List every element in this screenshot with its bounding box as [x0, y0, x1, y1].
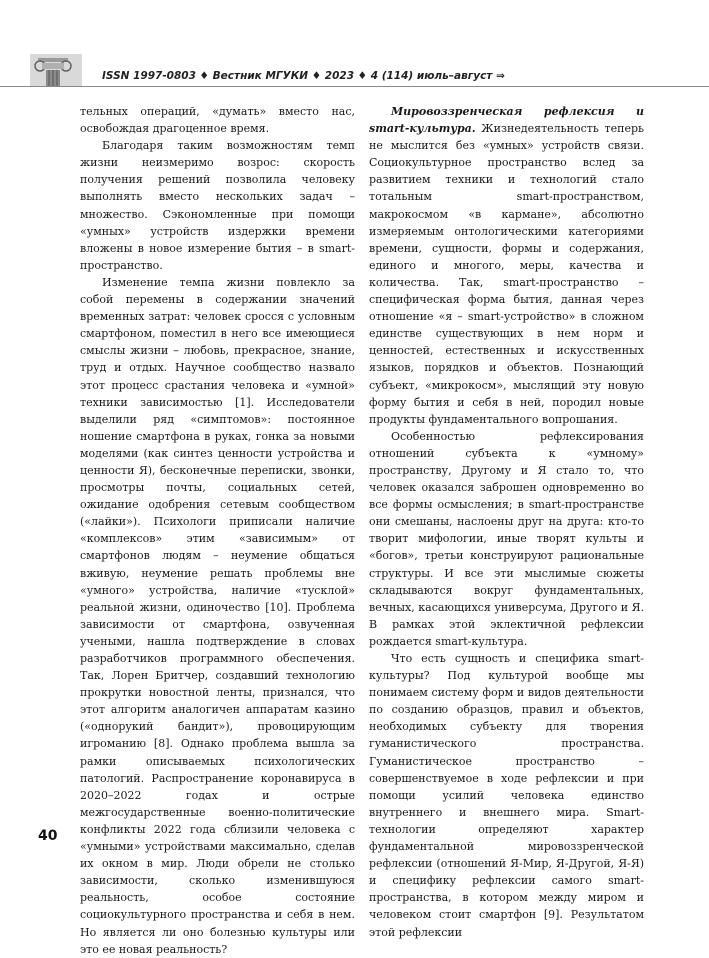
section-paragraph	[369, 103, 644, 428]
paragraph: Особенностью рефлексирования отношений субъекта к «умному» пространству, Другому и Я стало то, что человек оказался заброшен одновременно во все формы осмысления; в smart-пространстве они смешаны, наслоены друг на друга: кто-то творит мифологии, иные творят культы и «богов», третьи конструируют рациональные структуры. И все эти мыслимые сюжеты складываются вокруг фундаментальных, вечных, касающихся универсума, Другого и Я. В рамках этой эклектичной рефлексии рождается smart-культура.	[369, 429, 644, 648]
paragraph: Благодаря таким возможностям темп жизни неизмеримо возрос: скорость получения решений позволила человеку выполнять вместо нескольких задач – множество. Сэкономленные при помощи «умных» устройств издержки времени вложены в новое измерение бытия – в smart-пространство.	[80, 139, 355, 272]
right-column	[369, 103, 644, 941]
page-number: 40	[38, 828, 58, 844]
paragraph: тельных операций, «думать» вместо нас, освобождая драгоценное время.	[80, 105, 355, 136]
section-heading: Мировоззренческая рефлексия и smart-культура.	[369, 105, 644, 136]
left-column	[80, 103, 355, 958]
journal-info: ISSN 1997-0803 ♦ Вестник МГУКИ ♦ 2023 ♦ 4 (114) июль–август ⇒	[102, 70, 505, 82]
paragraph: Изменение темпа жизни повлекло за собой перемены в содержании значений временных затрат: человек сросся с условным смартфоном, поместил в него все имеющиеся смыслы жизни – любовь, прекрасное, знание, труд и отдых. Научное сообщество назвало этот процесс срастания человека и «умной» техники зависимостью [1]. Исследователи выделили ряд «симптомов»: постоянное ношение смартфона в руках, гонка за новыми моделями (как синтез ценности устройства и ценности Я), бесконечные переписки, звонки, просмотры почты, социальных сетей, ожидание одобрения сетевым сообществом («лайки»). Психологи приписали наличие «комплексов» этим «зависимым» от смартфонов людям – неумение общаться вживую, неумение решать проблемы вне «умного» устройства, наличие «тусклой» реальной жизни, одиночество [10]. Проблема зависимости от смартфона, озвученная учеными, нашла подтверждение в словах разработчиков программного обеспечения. Так, Лорен Бритчер, создавший технологию прокрутки новостной ленты, признался, что этот алгоритм аналогичен аппаратам казино («однорукий бандит»), провоцирующим игроманию [8]. Однако проблема вышла за рамки описываемых психологических патологий. Распространение коронавируса в 2020–2022 годах и острые межгосударственные военно-политические конфликты 2022 года сблизили человека с «умными» устройствами максимально, сделав их окном в мир. Люди обрели не столько зависимости, сколько изменившуюся реальность, особое состояние социокультурного пространства и себя в нем. Но является ли оно болезнью культуры или это ее новая реальность?	[80, 275, 355, 956]
paragraph-text: Жизнедеятельность теперь не мыслится без «умных» устройств связи. Социокультурное пространство вслед за развитием техники и технологий стало тотальным smart-пространством, макрокосмом «в кармане», абсолютно измеряемым онтологическими категориями времени, сущности, формы и содержания, единого и многого, меры, качества и количества. Так, smart-пространство – специфическая форма бытия, данная через отношение «я – smart-устройство» в сложном единстве существующих в нем норм и ценностей, естественных и искусственных языков, порядков и объектов. Познающий субъект, «микрокосм», мыслящий эту новую форму бытия и себя в ней, породил новые продукты фундаментального вопрошания.	[369, 122, 644, 426]
paragraph: Что есть сущность и специфика smart-культуры? Под культурой вообще мы понимаем систему форм и видов деятельности по созданию образцов, правил и объектов, необходимых субъекту для творения гуманистического пространства. Гуманистическое пространство – совершенствуемое в ходе рефлексии и при помощи усилий человека единство внутреннего и внешнего мира. Smart-технологии определяют характер фундаментальной мировоззренческой рефлексии (отношений Я-Мир, Я-Другой, Я-Я) и специфику рефлексии самого smart-пространства, в котором между миром и человеком стоит смартфон [9]. Результатом этой рефлексии	[369, 652, 644, 939]
running-header	[0, 52, 709, 92]
column-capital-logo-icon	[30, 52, 82, 88]
header-divider	[0, 86, 709, 87]
